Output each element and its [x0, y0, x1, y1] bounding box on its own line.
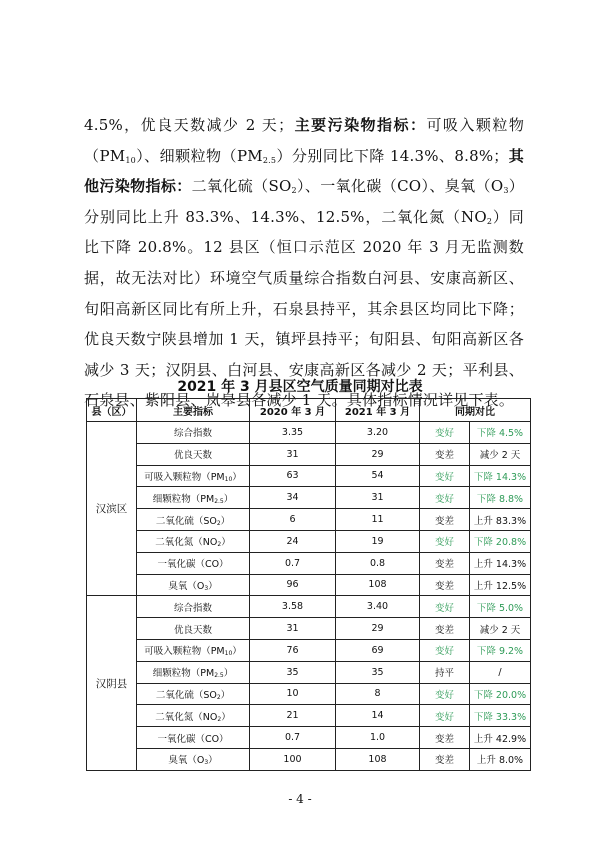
- table-title: 2021 年 3 月县区空气质量同期对比表: [177, 379, 423, 395]
- value-2021-cell: 108: [336, 748, 420, 770]
- indicator-cell: [137, 530, 250, 552]
- paragraph-text: ）、细颗粒物（PM: [135, 146, 263, 165]
- table-row: [87, 639, 531, 661]
- value-2021-cell: 1.0: [336, 727, 420, 749]
- value-2020-cell: 31: [250, 443, 336, 465]
- indicator-close-paren: ）: [232, 471, 242, 483]
- value-2021-cell: 11: [336, 509, 420, 531]
- value-2021-cell: 3.20: [336, 422, 420, 444]
- change-cell: 上升 12.5%: [470, 574, 531, 596]
- value-2021-cell: 69: [336, 639, 420, 661]
- indicator-name: 优良天数: [173, 450, 212, 462]
- value-2020-cell: 31: [250, 618, 336, 640]
- change-cell: 下降 8.8%: [470, 487, 531, 509]
- table-row: [87, 683, 531, 705]
- table-row: [87, 487, 531, 509]
- value-2021-cell: 19: [336, 530, 420, 552]
- paragraph-text: ）分别同比下降 14.3%、8.8%；: [276, 146, 509, 165]
- indicator-name: 二氧化氮（NO: [155, 537, 218, 549]
- value-2020-cell: 96: [250, 574, 336, 596]
- change-cell: 减少 2 天: [470, 443, 531, 465]
- indicator-subscript: 2: [217, 715, 222, 723]
- paragraph-text: 二氧化硫（SO: [191, 177, 292, 196]
- subscript: 3: [503, 186, 509, 196]
- indicator-cell: [137, 705, 250, 727]
- value-2021-cell: 8: [336, 683, 420, 705]
- value-2021-cell: 35: [336, 661, 420, 683]
- change-cell: 下降 14.3%: [470, 465, 531, 487]
- indicator-close-paren: ）: [220, 689, 231, 701]
- change-cell: 减少 2 天: [470, 618, 531, 640]
- indicator-subscript: 2: [217, 541, 222, 549]
- indicator-close-paren: ）: [208, 755, 218, 767]
- value-2021-cell: 3.40: [336, 596, 420, 618]
- status-cell: 变好: [420, 530, 470, 552]
- change-cell: 下降 20.0%: [470, 683, 531, 705]
- indicator-close-paren: ）: [232, 646, 242, 658]
- status-cell: 变差: [420, 574, 470, 596]
- indicator-close-paren: ）: [220, 515, 231, 527]
- page-number: - 4 -: [288, 792, 312, 806]
- value-2021-cell: 108: [336, 574, 420, 596]
- indicator-subscript: 3: [204, 759, 209, 767]
- status-cell: 变好: [420, 705, 470, 727]
- value-2020-cell: 76: [250, 639, 336, 661]
- indicator-cell: [137, 639, 250, 661]
- indicator-cell: [137, 618, 250, 640]
- indicator-name: 综合指数: [173, 602, 212, 614]
- indicator-subscript: 2: [216, 519, 221, 527]
- status-cell: 变好: [420, 465, 470, 487]
- indicator-cell: [137, 552, 250, 574]
- value-2021-cell: 0.8: [336, 552, 420, 574]
- indicator-cell: [137, 443, 250, 465]
- indicator-name: 二氧化硫（SO: [155, 689, 217, 701]
- table-row: [87, 661, 531, 683]
- subscript: 2: [486, 216, 493, 226]
- value-2020-cell: 35: [250, 661, 336, 683]
- status-cell: 变好: [420, 639, 470, 661]
- paragraph-text: ）、一氧化碳（CO）、臭氧（O: [296, 177, 504, 196]
- value-2020-cell: 63: [250, 465, 336, 487]
- indicator-cell: [137, 422, 250, 444]
- county-cell: 汉滨区: [87, 422, 137, 596]
- indicator-subscript: 2: [216, 693, 221, 701]
- value-2020-cell: 24: [250, 530, 336, 552]
- value-2020-cell: 6: [250, 509, 336, 531]
- header-2021: 2021 年 3 月: [336, 399, 420, 422]
- table-row: [87, 574, 531, 596]
- status-cell: 变好: [420, 683, 470, 705]
- indicator-cell: [137, 661, 250, 683]
- indicator-name: 可吸入颗粒物（PM: [144, 646, 225, 658]
- bold-heading-text: 其他污染物指标：: [84, 146, 524, 196]
- subscript: 2.5: [262, 155, 277, 165]
- indicator-cell: [137, 596, 250, 618]
- indicator-subscript: 3: [204, 584, 209, 592]
- indicator-name: 综合指数: [173, 428, 212, 440]
- indicator-cell: [137, 748, 250, 770]
- change-cell: 上升 83.3%: [470, 509, 531, 531]
- table-row: [87, 422, 531, 444]
- table-row: [87, 465, 531, 487]
- paragraph-text: 4.5%，优良天数减少 2 天；: [84, 116, 294, 134]
- table-row: [87, 443, 531, 465]
- indicator-name: 细颗粒物（PM: [152, 493, 215, 505]
- table-row: [87, 705, 531, 727]
- change-cell: 上升 42.9%: [470, 727, 531, 749]
- indicator-close-paren: ）: [223, 493, 234, 505]
- value-2020-cell: 0.7: [250, 552, 336, 574]
- indicator-close-paren: ）: [221, 711, 231, 723]
- indicator-name: 臭氧（O: [168, 755, 205, 767]
- status-cell: 持平: [420, 661, 470, 683]
- indicator-name: 可吸入颗粒物（PM: [144, 471, 225, 483]
- table-row: [87, 727, 531, 749]
- indicator-cell: [137, 683, 250, 705]
- table-row: [87, 618, 531, 640]
- header-county: 县（区）: [87, 399, 137, 422]
- indicator-name: 优良天数: [173, 624, 212, 636]
- table-row: [87, 552, 531, 574]
- value-2021-cell: 29: [336, 618, 420, 640]
- indicator-cell: [137, 465, 250, 487]
- indicator-cell: [137, 727, 250, 749]
- table-row: [87, 748, 531, 770]
- indicator-subscript: 2.5: [214, 672, 224, 680]
- indicator-name: 二氧化氮（NO: [155, 711, 218, 723]
- indicator-cell: [137, 509, 250, 531]
- indicator-name: 一氧化碳（CO）: [157, 559, 229, 571]
- comparison-table: [86, 398, 531, 771]
- indicator-close-paren: ）: [223, 668, 234, 680]
- indicator-close-paren: ）: [221, 537, 231, 549]
- indicator-name: 细颗粒物（PM: [152, 668, 215, 680]
- status-cell: 变差: [420, 618, 470, 640]
- indicator-name: 二氧化硫（SO: [155, 515, 217, 527]
- value-2020-cell: 100: [250, 748, 336, 770]
- table-row: [87, 530, 531, 552]
- value-2020-cell: 10: [250, 683, 336, 705]
- change-cell: 下降 33.3%: [470, 705, 531, 727]
- indicator-name: 一氧化碳（CO）: [157, 733, 229, 745]
- subscript: 2: [291, 186, 297, 196]
- table-row: [87, 509, 531, 531]
- value-2021-cell: 29: [336, 443, 420, 465]
- value-2020-cell: 3.58: [250, 596, 336, 618]
- change-cell: 下降 20.8%: [470, 530, 531, 552]
- indicator-subscript: 10: [224, 475, 233, 483]
- value-2021-cell: 54: [336, 465, 420, 487]
- value-2020-cell: 0.7: [250, 727, 336, 749]
- body-paragraph: [84, 110, 524, 416]
- subscript: 10: [125, 155, 136, 165]
- status-cell: 变差: [420, 727, 470, 749]
- table-row: [87, 596, 531, 618]
- indicator-subscript: 10: [224, 650, 233, 658]
- value-2021-cell: 14: [336, 705, 420, 727]
- change-cell: 上升 8.0%: [470, 748, 531, 770]
- indicator-cell: [137, 574, 250, 596]
- table-header-row: [87, 399, 531, 422]
- change-cell: 上升 14.3%: [470, 552, 531, 574]
- header-2020: 2020 年 3 月: [250, 399, 336, 422]
- status-cell: 变好: [420, 487, 470, 509]
- status-cell: 变好: [420, 596, 470, 618]
- indicator-subscript: 2.5: [214, 497, 224, 505]
- indicator-cell: [137, 487, 250, 509]
- value-2021-cell: 31: [336, 487, 420, 509]
- change-cell: 下降 4.5%: [470, 422, 531, 444]
- header-comparison: 同期对比: [420, 399, 531, 422]
- status-cell: 变差: [420, 748, 470, 770]
- status-cell: 变差: [420, 443, 470, 465]
- paragraph-text: ）同比下降 20.8%。12 县区（恒口示范区 2020 年 3 月无监测数据，故无法对比）环境空气质量综合指数白河县、安康高新区、旬阳高新区同比有所上升，石泉县持平，其余县区均同比下降；优良天数宁陕县增加 1 天，镇坪县持平；旬阳县、旬阳高新区各减少 3 天；汉阴县、白河县、安康高新区各减少 2 天；平利县、石泉县、紫阳县、岚皋县各减少 1 天。具体指标情况详见下表。: [84, 207, 525, 410]
- value-2020-cell: 34: [250, 487, 336, 509]
- indicator-name: 臭氧（O: [168, 580, 205, 592]
- value-2020-cell: 3.35: [250, 422, 336, 444]
- value-2020-cell: 21: [250, 705, 336, 727]
- status-cell: 变差: [420, 509, 470, 531]
- county-cell: 汉阴县: [87, 596, 137, 770]
- bold-heading-text: 主要污染物指标：: [293, 116, 427, 134]
- header-indicator: 主要指标: [137, 399, 250, 422]
- status-cell: 变差: [420, 552, 470, 574]
- paragraph-text: 可吸入颗粒物（PM: [84, 116, 525, 165]
- change-cell: 下降 5.0%: [470, 596, 531, 618]
- indicator-close-paren: ）: [208, 580, 218, 592]
- status-cell: 变好: [420, 422, 470, 444]
- paragraph-text: ）分别同比上升 83.3%、14.3%、12.5%，二氧化氮（NO: [84, 177, 525, 226]
- change-cell: /: [470, 661, 531, 683]
- change-cell: 下降 9.2%: [470, 639, 531, 661]
